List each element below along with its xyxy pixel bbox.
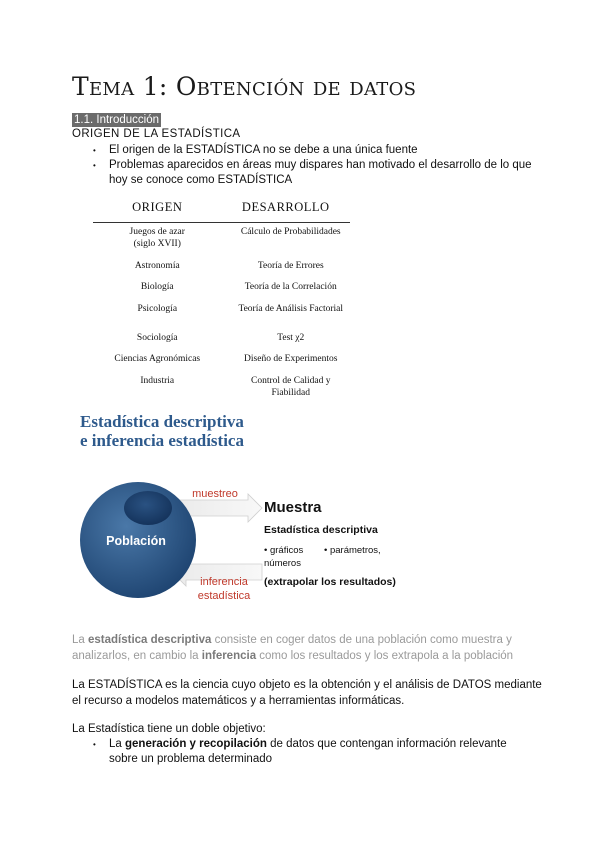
cell-desarrollo: Test χ2 bbox=[277, 333, 305, 343]
list-item: • Problemas aparecidos en áreas muy dispares han motivado el desarrollo de lo que hoy se conoce como ESTADÍSTICA bbox=[96, 158, 536, 188]
header-origen: ORIGEN bbox=[132, 200, 183, 214]
graphics-label: • gráficos bbox=[264, 545, 304, 556]
table-row bbox=[93, 332, 350, 344]
cell-desarrollo: Control de Calidad y Fiabilidad bbox=[251, 376, 331, 398]
cell-desarrollo: Teoría de Errores bbox=[257, 261, 324, 271]
list-item: • El origen de la ESTADÍSTICA no se debe a una única fuente bbox=[96, 143, 536, 158]
cell-desarrollo: Teoría de Análisis Factorial bbox=[238, 304, 344, 314]
caption-text: La bbox=[72, 634, 88, 646]
table-row bbox=[93, 281, 350, 293]
table-row bbox=[93, 260, 350, 272]
extrapolate-label: (extrapolar los resultados) bbox=[264, 576, 396, 588]
sample-label: Muestra bbox=[264, 499, 322, 516]
section-heading: 1.1. Introducción bbox=[74, 114, 160, 126]
inference-label: inferencia bbox=[200, 576, 248, 588]
caption-emphasis: estadística descriptiva bbox=[88, 634, 212, 646]
descriptive-label: Estadística descriptiva bbox=[264, 524, 378, 536]
diagram-caption bbox=[72, 632, 542, 664]
cell-desarrollo: Diseño de Experimentos bbox=[244, 354, 338, 364]
diagram-title bbox=[80, 412, 244, 450]
caption-text: como los resultados y los extrapola a la población bbox=[256, 650, 514, 662]
caption-text: consiste en coger datos de una población como muestra y analizarlos, en cambio la bbox=[72, 634, 512, 662]
objective-intro: La Estadística tiene un doble objetivo: bbox=[72, 723, 266, 735]
subheading: ORIGEN DE LA ESTADÍSTICA bbox=[72, 128, 241, 140]
cell-origen: Ciencias Agronómicas bbox=[114, 354, 201, 364]
header-desarrollo: DESARROLLO bbox=[241, 200, 330, 214]
objective-bullet-list bbox=[96, 737, 536, 767]
cell-origen: Industria bbox=[140, 376, 175, 386]
table-row bbox=[93, 226, 350, 250]
page-title: Tema 1: Obtención de datos bbox=[72, 72, 417, 101]
diagram-title-line-1: Estadística descriptiva bbox=[80, 412, 244, 431]
cell-origen: Sociología bbox=[136, 333, 178, 343]
sample-circle bbox=[124, 491, 172, 525]
cell-origen: Juegos de azar (siglo XVII) bbox=[129, 227, 185, 249]
bullet-text: La bbox=[109, 738, 125, 750]
cell-origen: Psicología bbox=[137, 304, 178, 314]
table-row bbox=[93, 353, 350, 365]
numbers-label: números bbox=[264, 558, 301, 569]
population-label: Población bbox=[106, 534, 166, 548]
bullet-text: de datos que contengan información relevante sobre un problema determinado bbox=[109, 738, 507, 765]
table-row bbox=[93, 375, 350, 399]
caption-emphasis: inferencia bbox=[201, 650, 257, 662]
sampling-label: muestreo bbox=[192, 488, 238, 500]
diagram-title-line-2: e inferencia estadística bbox=[80, 431, 244, 450]
population-sample-diagram bbox=[80, 478, 420, 613]
statistical-label: estadística bbox=[197, 590, 251, 602]
definition-paragraph: La ESTADÍSTICA es la ciencia cuyo objeto es la obtención y el análisis de DATOS mediante el recurso a modelos matemáticos y a herramientas informáticas. bbox=[72, 679, 542, 707]
origin-table-header bbox=[93, 200, 350, 223]
list-item bbox=[96, 737, 536, 767]
cell-origen: Biología bbox=[140, 282, 174, 292]
cell-origen: Astronomía bbox=[134, 261, 180, 271]
table-row bbox=[93, 303, 350, 315]
origin-table bbox=[93, 200, 350, 398]
parameters-label: • parámetros, bbox=[324, 545, 381, 556]
bullet-emphasis: generación y recopilación bbox=[125, 738, 267, 750]
cell-desarrollo: Cálculo de Probabilidades bbox=[240, 227, 341, 237]
intro-bullet-list bbox=[96, 143, 536, 188]
cell-desarrollo: Teoría de la Correlación bbox=[244, 282, 337, 292]
